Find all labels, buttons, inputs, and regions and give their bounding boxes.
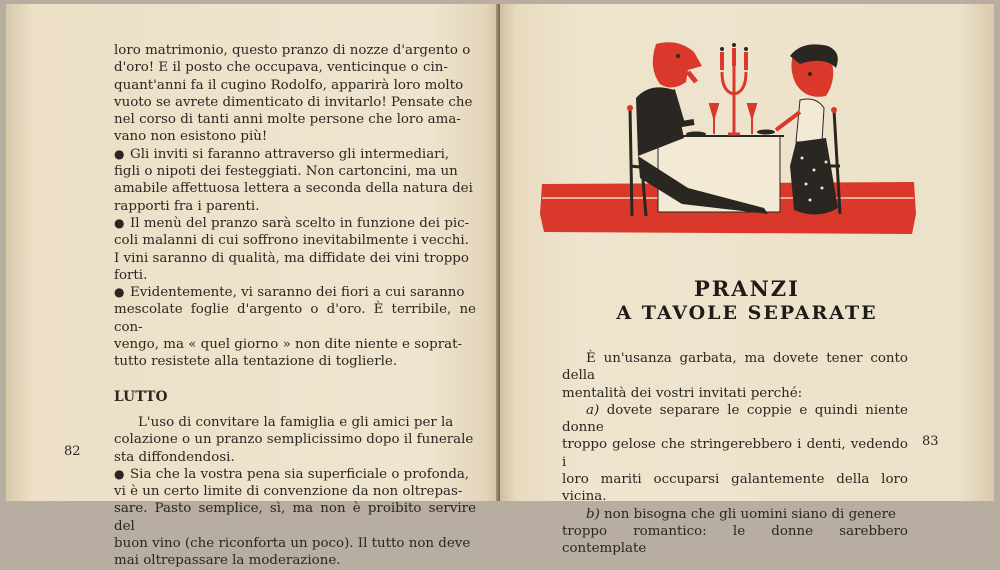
text-line: quant'anni fa il cugino Rodolfo, apparirà loro molto: [114, 77, 464, 93]
list-item-b: [562, 506, 908, 558]
bullet-icon: ●: [114, 146, 125, 161]
bullet-icon: ●: [114, 466, 125, 481]
list-marker: a): [586, 402, 600, 418]
bullet-icon: ●: [114, 285, 125, 300]
text-line: vuoto se avrete dimenticato di invitarlo! Pensate che: [114, 94, 473, 110]
text-line: vi è un certo limite di convenzione da non oltrepas-: [114, 484, 463, 500]
bullet-paragraph-pena: [114, 466, 476, 570]
chapter-title-line1: PRANZI: [694, 276, 800, 301]
chapter-title-line2: A TAVOLE SEPARATE: [616, 302, 878, 324]
text-span: non bisogna che gli uomini siano di genere: [599, 506, 896, 522]
text-line: loro matrimonio, questo pranzo di nozze d'argento o: [114, 43, 471, 58]
text-line: colazione o un pranzo semplicissimo dopo il funerale: [114, 432, 474, 448]
text-line: sta diffondendosi.: [114, 449, 235, 465]
text-line: [562, 506, 908, 523]
left-text-column: [114, 42, 476, 570]
bullet-paragraph-menu: [114, 215, 476, 284]
left-page: [6, 4, 500, 569]
text-line: L'uso di convitare la famiglia e gli amici per la: [138, 414, 454, 430]
text-line: [562, 402, 908, 437]
text-line: nel corso di tanti anni molte persone che loro ama-: [114, 112, 461, 128]
page-number-left: 82: [64, 444, 81, 459]
text-line: d'oro! E il posto che occupava, venticinque o cin-: [114, 60, 448, 76]
text-span: Gli inviti si faranno attraverso gli intermediari,: [130, 146, 450, 162]
book-spread: [6, 4, 994, 569]
text-line: mescolate foglie d'argento o d'oro. È terribile, ne con-: [114, 302, 476, 335]
text-line: figli o nipoti dei festeggiati. Non cartoncini, ma un: [114, 164, 458, 180]
text-line: [114, 284, 476, 301]
bullet-icon: ●: [114, 215, 125, 230]
text-line: mentalità dei vostri invitati perché:: [562, 385, 803, 401]
bullet-paragraph-flowers: [114, 284, 476, 370]
text-line: mai oltrepassare la moderazione.: [114, 553, 341, 569]
text-line: È un'usanza garbata, ma dovete tener conto della: [562, 351, 908, 384]
bullet-paragraph-invitations: [114, 146, 476, 215]
text-line: vano non esistono più!: [114, 129, 268, 145]
text-line: rapporti fra i parenti.: [114, 198, 260, 214]
text-line: I vini saranno di qualità, ma diffidate dei vini troppo: [114, 250, 469, 266]
text-line: [114, 146, 476, 163]
text-line: buon vino (che riconforta un poco). Il tutto non deve: [114, 536, 471, 552]
text-line: vengo, ma « quel giorno » non dite niente e soprat-: [114, 337, 462, 353]
text-line: [114, 466, 476, 483]
dinner-illustration: [538, 38, 918, 238]
text-span: Evidentemente, vi saranno dei fiori a cui saranno: [130, 285, 465, 301]
text-span: Sia che la vostra pena sia superficiale o profonda,: [130, 466, 470, 482]
text-line: troppo romantico: le donne sarebbero contemplate: [562, 523, 908, 557]
text-line: loro mariti occuparsi galantemente della loro vicina.: [562, 472, 908, 505]
list-marker: b): [586, 506, 600, 522]
text-span: Il menù del pranzo sarà scelto in funzione dei pic-: [130, 215, 470, 231]
text-line: [114, 215, 476, 232]
right-text-column: [562, 350, 908, 558]
right-page: [500, 4, 994, 557]
page-number-right: 83: [922, 434, 939, 449]
text-line: amabile affettuosa lettera a seconda della natura dei: [114, 181, 473, 197]
text-span: dovete separare le coppie e quindi niente donne: [562, 402, 908, 436]
section-heading-lutto: LUTTO: [114, 388, 168, 405]
paragraph-intro: [562, 350, 908, 402]
list-item-a: [562, 402, 908, 506]
text-line: sare. Pasto semplice, sì, ma non è proibito servire del: [114, 501, 476, 534]
text-line: tutto resistete alla tentazione di toglierle.: [114, 354, 398, 370]
text-line: troppo gelose che stringerebbero i denti, vedendo i: [562, 437, 908, 470]
text-line: forti.: [114, 267, 148, 283]
paragraph-continuation: [114, 42, 476, 146]
text-line: coli malanni di cui soffrono inevitabilmente i vecchi.: [114, 233, 469, 249]
paragraph-lutto: [114, 414, 476, 466]
